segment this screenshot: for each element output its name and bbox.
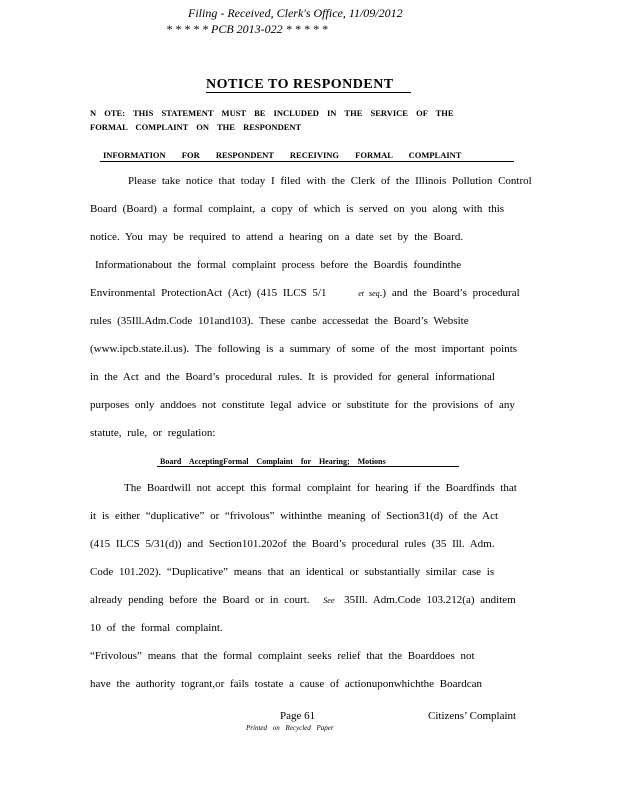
paragraph3-line2: have the authority togrant,or fails tostate a cause of actionuponwhichthe Boardcan (90, 678, 482, 690)
paragraph1-line5-tail: .) and the Board’s procedural (379, 287, 520, 299)
footer-label: Citizens’ Complaint (428, 710, 517, 722)
information-heading-underline (100, 161, 514, 162)
note-line2: FORMAL COMPLAINT ON THE RESPONDENT (90, 122, 302, 132)
paragraph1-line3: notice. You may be required to attend a hearing on a date set by the Board. (90, 231, 464, 243)
filing-stamp-line1: Filing - Received, Clerk's Office, 11/09/2012 (188, 6, 403, 20)
paragraph1-line6: rules (35Ill.Adm.Code 101and103). These canbe accessedat the Board’s Website (90, 315, 469, 327)
paragraph2-line5: already pending before the Board or in court. See 35Ill. Adm.Code 103.212(a) anditem (90, 594, 516, 606)
paragraph2-line1: The Boardwill not accept this formal complaint for hearing if the Boardfinds that (124, 482, 517, 494)
section-subheading: Board AcceptingFormal Complaint for Hearing; Motions (160, 457, 386, 466)
paragraph1-line8: in the Act and the Board’s procedural rules. It is provided for general informational (90, 371, 495, 383)
paragraph1-line10: statute, rule, or regulation: (90, 427, 216, 439)
paragraph2-line2: it is either “duplicative” or “frivolous” withinthe meaning of Section31(d) of the Act (90, 510, 499, 522)
title-underline (206, 92, 411, 93)
paragraph2-line4: Code 101.202). “Duplicative” means that an identical or substantially similar case is (90, 566, 495, 578)
paragraph1-line9: purposes only anddoes not constitute legal advice or substitute for the provisions of any (90, 399, 515, 411)
paragraph1-line7: (www.ipcb.state.il.us). The following is a summary of some of the most important points (90, 343, 518, 355)
paragraph1-line5: Environmental ProtectionAct (Act) (415 ILCS 5/1 et seq.) and the Board’s procedural (90, 287, 520, 299)
see-text: See (323, 596, 335, 605)
paragraph1-line2: Board (Board) a formal complaint, a copy of which is served on you along with this (90, 203, 505, 215)
page-number: Page 61 (280, 710, 316, 722)
paragraph3-line1: “Frivolous” means that the formal complaint seeks relief that the Boarddoes not (90, 650, 475, 662)
note-line1: N OTE: THIS STATEMENT MUST BE INCLUDED IN THE SERVICE OF THE (90, 108, 454, 118)
section-subheading-underline (157, 466, 459, 467)
paragraph1-line4: Informationabout the formal complaint process before the Boardis foundinthe (95, 259, 462, 271)
et-seq-text: et seq (358, 289, 380, 298)
information-heading: INFORMATION FOR RESPONDENT RECEIVING FORMAL COMPLAINT (103, 150, 462, 160)
paragraph2-line3: (415 ILCS 5/31(d)) and Section101.202of the Board’s procedural rules (35 Ill. Adm. (90, 538, 495, 550)
page-title: NOTICE TO RESPONDENT (206, 77, 394, 92)
paragraph2-line6: 10 of the formal complaint. (90, 622, 223, 634)
printed-on-recycled-paper: Printed on Recycled Paper (246, 724, 334, 732)
paragraph2-line5-tail: 35Ill. Adm.Code 103.212(a) anditem (344, 594, 516, 606)
filing-stamp-line2: * * * * * PCB 2013-022 * * * * * (166, 22, 328, 36)
paragraph1-line1: Please take notice that today I filed with the Clerk of the Illinois Pollution Control (128, 175, 532, 187)
